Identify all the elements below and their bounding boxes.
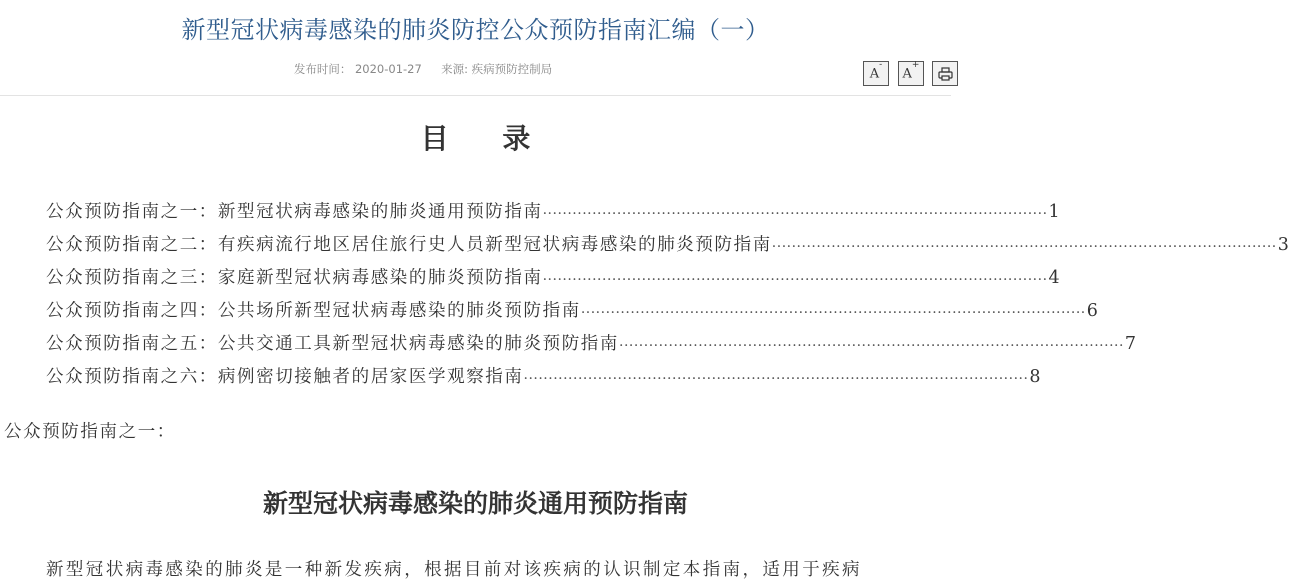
font-increase-button[interactable] — [898, 61, 924, 86]
toc-item-label: 公众预防指南之五：公共交通工具新型冠状病毒感染的肺炎预防指南 — [46, 334, 619, 354]
source-value: 疾病预防控制局 — [471, 62, 553, 76]
toc-item-page: 4 — [1048, 268, 1062, 288]
print-button[interactable] — [932, 61, 958, 86]
toc-leader-dots: ······································································································ — [542, 272, 1048, 288]
print-icon — [938, 67, 953, 81]
toc-item-page: 7 — [1124, 334, 1138, 354]
table-of-contents — [46, 193, 1290, 391]
toc-leader-dots: ······································································································ — [542, 206, 1048, 222]
toc-item[interactable] — [46, 226, 1290, 259]
font-decrease-button[interactable] — [863, 61, 889, 86]
article-meta — [0, 61, 846, 77]
toc-item[interactable] — [46, 259, 1062, 292]
toc-item[interactable] — [46, 325, 1138, 358]
font-increase-icon: A+ — [902, 60, 920, 82]
page-title: 新型冠状病毒感染的肺炎防控公众预防指南汇编（一） — [181, 16, 770, 44]
font-decrease-icon: A- — [869, 60, 883, 82]
source-label: 来源: — [441, 62, 469, 76]
publish-date: 2020-01-27 — [354, 62, 422, 76]
toc-item-label: 公众预防指南之一：新型冠状病毒感染的肺炎通用预防指南 — [46, 202, 543, 222]
publish-label: 发布时间： — [293, 62, 352, 76]
toc-item-label: 公众预防指南之二：有疾病流行地区居住旅行史人员新型冠状病毒感染的肺炎预防指南 — [46, 235, 772, 255]
toc-heading: 目 录 — [420, 122, 553, 155]
toc-item[interactable] — [46, 193, 1062, 226]
toc-leader-dots: ······································································································ — [771, 239, 1277, 255]
toc-item-label: 公众预防指南之四：公共场所新型冠状病毒感染的肺炎预防指南 — [46, 301, 581, 321]
header-divider — [0, 95, 951, 96]
body-paragraph: 新型冠状病毒感染的肺炎是一种新发疾病，根据目前对该疾病的认识制定本指南，适用于疾病 — [46, 560, 862, 580]
toc-item-label: 公众预防指南之六：病例密切接触者的居家医学观察指南 — [46, 367, 524, 387]
toc-item-page: 6 — [1086, 301, 1100, 321]
toc-item-page: 1 — [1048, 202, 1062, 222]
toc-leader-dots: ······································································································ — [619, 338, 1124, 354]
toc-item[interactable] — [46, 358, 1043, 391]
toc-leader-dots: ······································································································ — [580, 305, 1086, 321]
toc-leader-dots: ······································································································ — [523, 371, 1029, 387]
toc-item-page: 3 — [1277, 235, 1290, 255]
toc-item-page: 8 — [1029, 367, 1043, 387]
section-label: 公众预防指南之一： — [4, 422, 176, 442]
toc-item-label: 公众预防指南之三：家庭新型冠状病毒感染的肺炎预防指南 — [46, 268, 543, 288]
section-title: 新型冠状病毒感染的肺炎通用预防指南 — [262, 489, 688, 518]
toc-item[interactable] — [46, 292, 1100, 325]
